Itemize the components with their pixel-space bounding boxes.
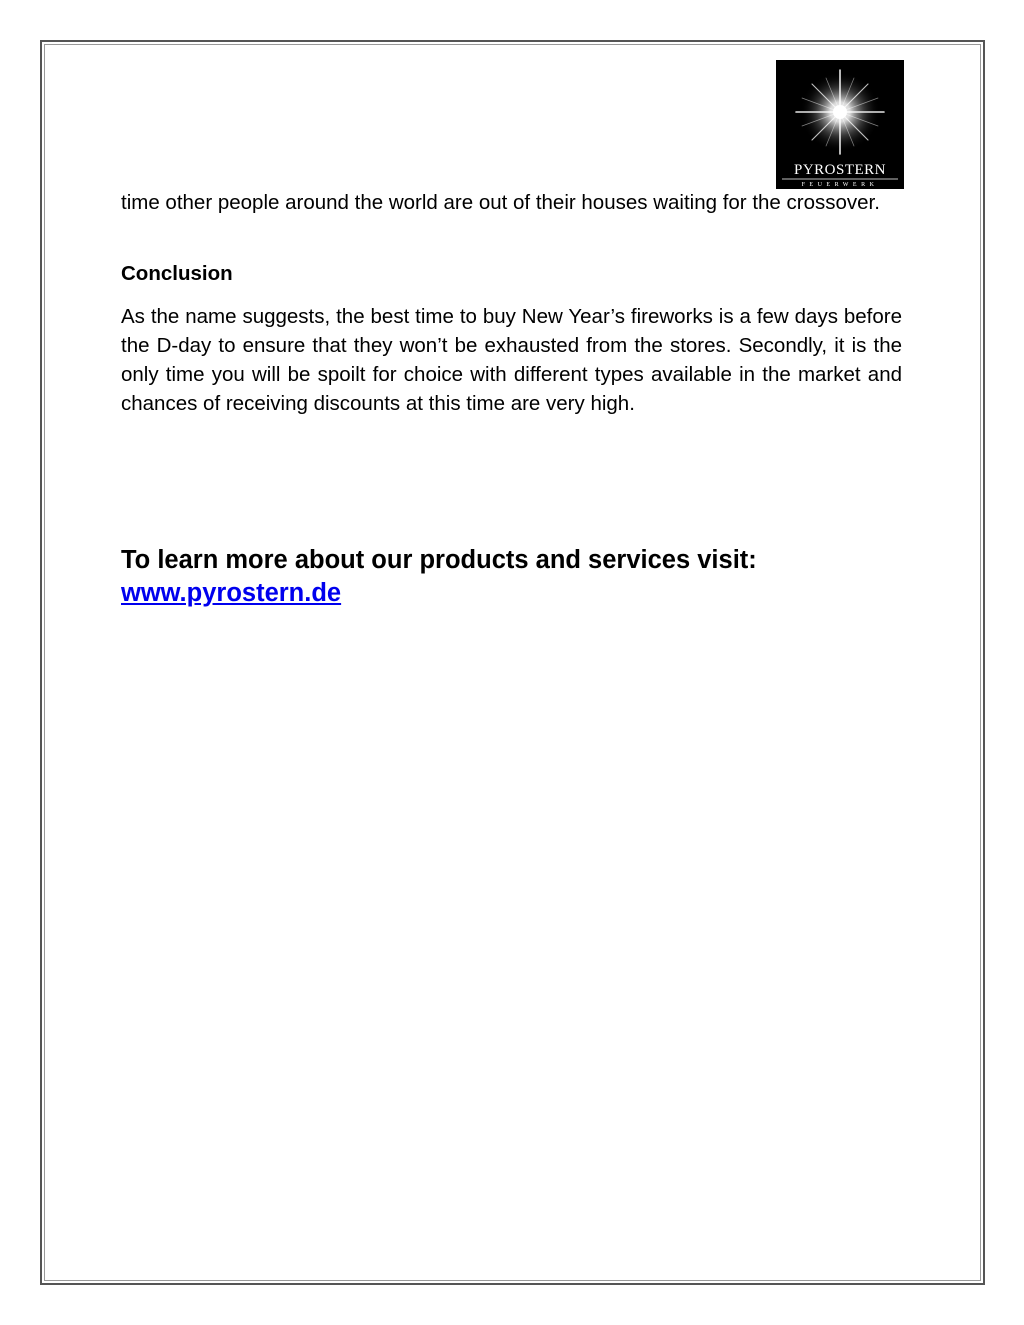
conclusion-heading: Conclusion: [121, 262, 233, 285]
logo-brand-text: PyroStern: [793, 162, 887, 178]
intro-paragraph: time other people around the world are out of their houses waiting for the crossover.: [121, 191, 880, 214]
cta-text: To learn more about our products and services visit:: [121, 546, 757, 574]
page-border: [40, 40, 985, 1285]
star-burst-icon: [776, 60, 904, 189]
website-link[interactable]: www.pyrostern.de: [121, 579, 342, 607]
pyrostern-logo: [776, 60, 904, 189]
conclusion-paragraph: As the name suggests, the best time to buy New Year’s fireworks is a few days before the D-day to ensure that they won’t be exhausted from the stores. Secondly, it is the only time you will be spoilt for choice with different types available in the market and chances of receiving discounts at this time are very high.: [121, 305, 902, 415]
logo-tagline-text: Feuerwerk: [801, 182, 879, 188]
